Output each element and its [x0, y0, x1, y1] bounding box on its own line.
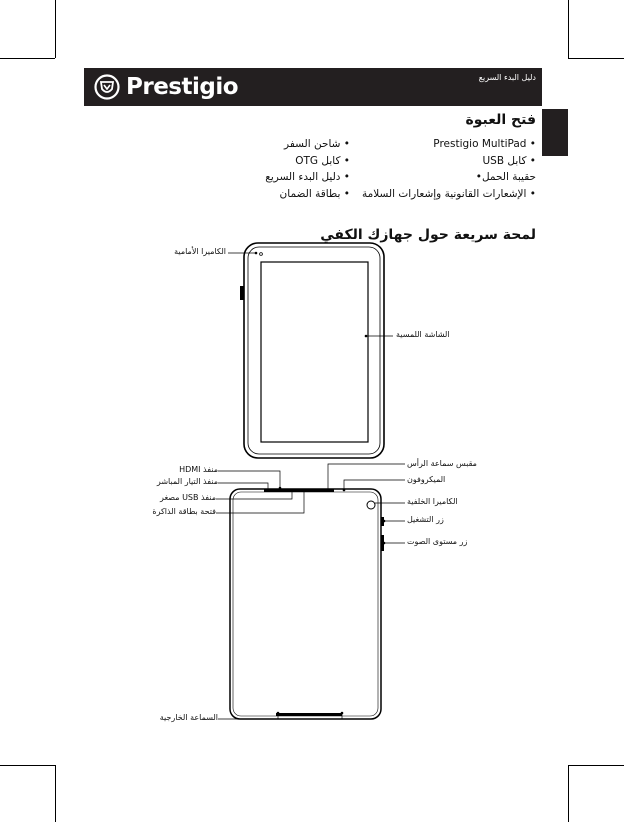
label-usb-port: منفذ USB مصغر	[160, 493, 216, 502]
unpacking-title: فتح العبوة	[465, 112, 536, 128]
label-hdmi-port: منفذ HDMI	[179, 465, 218, 474]
package-item: • كابل OTG	[295, 155, 350, 167]
label-volume-button: زر مستوى الصوت	[407, 537, 468, 546]
label-memory-card: فتحة بطاقة الذاكرة	[152, 507, 216, 516]
label-rear-camera: الكاميرا الخلفية	[407, 497, 458, 506]
brand-name: Prestigio	[126, 74, 239, 100]
package-item: • شاحن السفر	[284, 138, 350, 150]
package-item: حقيبة الحمل•	[475, 171, 536, 183]
package-item: • دليل البدء السريع	[265, 171, 350, 183]
package-item: • الإشعارات القانونية وإشعارات السلامة	[361, 188, 536, 200]
label-speaker: السماعة الخارجية	[159, 713, 218, 722]
label-microphone: الميكروفون	[407, 475, 446, 484]
label-power-button: زر التشغيل	[407, 515, 444, 524]
label-dc-port: منفذ التيار المباشر	[156, 477, 218, 486]
overview-title: لمحة سريعة حول جهازك الكفي	[320, 227, 536, 243]
tablet-front	[228, 243, 393, 458]
package-item: • بطاقة الضمان	[279, 188, 350, 200]
label-headphone-jack: مقبس سماعة الرأس	[407, 459, 477, 468]
package-item: Prestigio MultiPad •	[433, 138, 536, 150]
tablet-back	[216, 464, 405, 719]
label-touchscreen: الشاشة اللمسية	[396, 330, 450, 339]
label-front-camera: الكاميرا الأمامية	[174, 247, 226, 256]
guide-title: دليل البدء السريع	[478, 73, 536, 82]
package-item: USB كابل •	[482, 155, 536, 167]
